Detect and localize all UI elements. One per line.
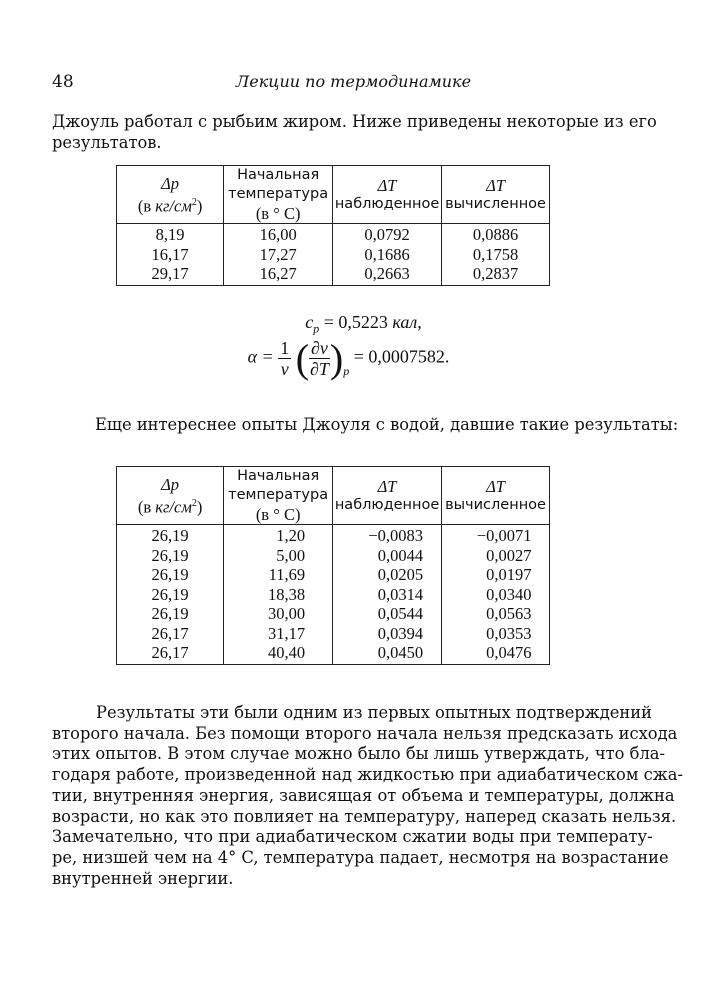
text-line: этих опытов. В этом случае можно было бы лишь утверждать, что бла- [52,744,666,764]
cell-observed: −0,0083 [333,525,442,546]
table-row [117,546,550,566]
cell-calculated: 0,0353 [442,624,550,644]
text-line: Замечательно, что при адиабатическом сжатии воды при температу- [52,827,653,847]
cell-initial-temp: 18,38 [224,585,333,605]
cell-observed: 0,0394 [333,624,442,644]
table-row [117,264,550,285]
cell-delta-p: 16,17 [117,245,224,265]
cell-observed: 0,0044 [333,546,442,566]
header-initial-temp: Начальная температура (в ° C) [224,467,333,525]
intro-paragraph [52,112,657,153]
cell-initial-temp: 1,20 [224,525,333,546]
partial-derivative: $\frac{\partial v}{\partial T}$ [310,338,329,379]
text-line: ре, низшей чем на 4° C, температура падает, несмотря на возрастание [52,847,669,867]
table-row [117,565,550,585]
text-line: второго начала. Без помощи второго начала нельзя предсказать исхода [52,723,678,743]
cell-calculated: 0,0886 [442,224,550,245]
fraction-one-over-v: $\frac{1}{v}$ [280,338,290,379]
table-row [117,525,550,546]
cell-observed: 0,0544 [333,604,442,624]
header-delta-t-calculated: ΔT вычисленное [442,467,550,525]
cell-calculated: 0,0197 [442,565,550,585]
cell-calculated: −0,0071 [442,525,550,546]
cell-initial-temp: 16,27 [224,264,333,285]
cell-calculated: 0,0563 [442,604,550,624]
cell-initial-temp: 40,40 [224,643,333,664]
cell-calculated: 0,0340 [442,585,550,605]
table-row [117,224,550,245]
cell-observed: 0,0792 [333,224,442,245]
text-line: Джоуль работал с рыбьим жиром. Ниже приведены некоторые из его [52,112,657,131]
header-initial-temp: Начальная температура (в ° C) [224,166,333,224]
page-number: 48 [52,72,74,92]
header-delta-t-observed: ΔT наблюденное [333,166,442,224]
table-row [117,245,550,265]
table-row [117,585,550,605]
table-row [117,643,550,664]
cell-delta-p: 26,19 [117,585,224,605]
water-intro-text: Еще интереснее опыты Джоуля с водой, давшие такие результаты: [95,415,679,434]
cell-observed: 0,0450 [333,643,442,664]
water-results-table [116,466,550,665]
conclusion-paragraph [52,703,683,889]
cell-calculated: 0,1758 [442,245,550,265]
cell-initial-temp: 31,17 [224,624,333,644]
cell-delta-p: 26,19 [117,604,224,624]
text-line: внутренней энергии. [52,868,234,888]
cell-delta-p: 29,17 [117,264,224,285]
text-line: возрасти, но как это повлияет на температуру, наперед сказать нельзя. [52,806,677,826]
cell-observed: 0,0314 [333,585,442,605]
cell-observed: 0,1686 [333,245,442,265]
running-title: Лекции по термодинамике [235,72,472,91]
header-delta-t-calculated: ΔT вычисленное [442,166,550,224]
cell-delta-p: 26,19 [117,525,224,546]
table-row [117,604,550,624]
table-row [117,624,550,644]
cell-initial-temp: 16,00 [224,224,333,245]
cell-delta-p: 8,19 [117,224,224,245]
text-line: результатов. [52,132,162,152]
cell-delta-p: 26,19 [117,546,224,566]
header-delta-p: Δp (в $кг/см^2$) [117,166,224,224]
cell-initial-temp: 17,27 [224,245,333,265]
cell-calculated: 0,0476 [442,643,550,664]
cell-delta-p: 26,17 [117,643,224,664]
text-line: годаря работе, произведенной над жидкостью при адиабатическом сжа- [52,765,683,785]
cell-initial-temp: 5,00 [224,546,333,566]
cell-calculated: 0,0027 [442,546,550,566]
cell-initial-temp: 11,69 [224,565,333,585]
text-line: тии, внутренняя энергия, зависящая от объема и температуры, должна [52,785,675,805]
cp-formula: $c_p = 0,5223$ кал, [305,312,422,336]
alpha-formula: α = $\frac{1}{v}$ ( $\frac{\partial v}{\partial T}$ )$_p = 0,0007582$. [247,336,450,381]
cell-observed: 0,2663 [333,264,442,285]
oil-results-table [116,165,550,286]
cell-calculated: 0,2837 [442,264,550,285]
cell-initial-temp: 30,00 [224,604,333,624]
header-delta-p: Δp (в $кг/см^2$) [117,467,224,525]
text-line: Результаты эти были одним из первых опытных подтверждений [96,703,652,722]
cell-delta-p: 26,17 [117,624,224,644]
header-delta-t-observed: ΔT наблюденное [333,467,442,525]
cell-observed: 0,0205 [333,565,442,585]
cell-delta-p: 26,19 [117,565,224,585]
